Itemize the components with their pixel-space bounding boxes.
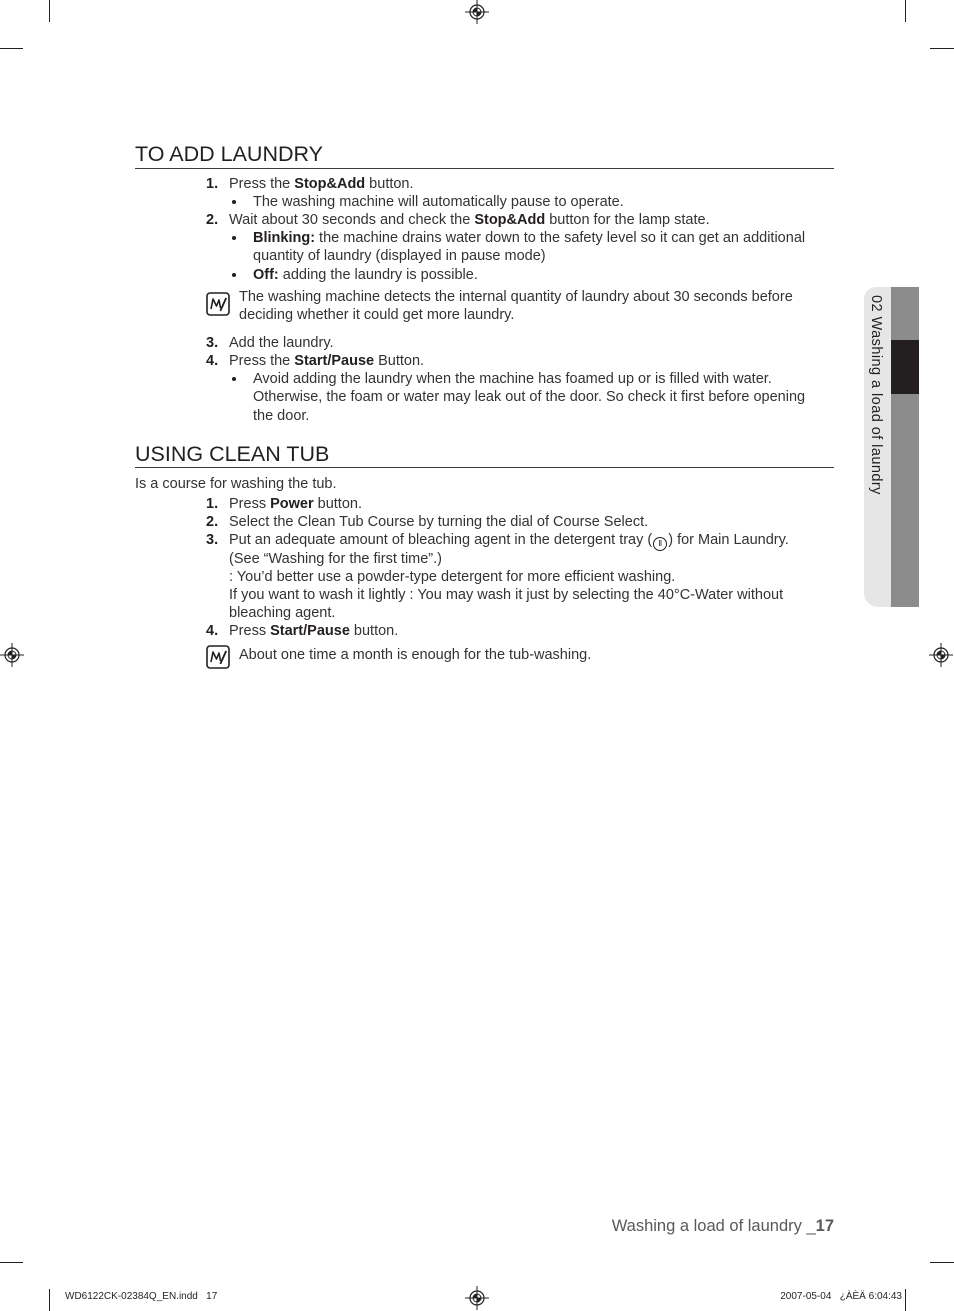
bullet-icon [232, 200, 236, 204]
step-text: Add the laundry. [229, 335, 334, 351]
registration-mark-icon [465, 1286, 489, 1310]
bullet-icon [232, 377, 236, 381]
section-intro: Is a course for washing the tub. [135, 476, 337, 492]
bullet-text: adding the laundry is possible. [278, 267, 478, 283]
crop-mark [0, 48, 23, 49]
crop-mark [905, 1289, 906, 1311]
bullet-text: The washing machine will automatically pause to operate. [253, 194, 624, 210]
crop-mark [0, 1262, 23, 1263]
step-3 [206, 531, 789, 549]
section-divider [135, 467, 834, 468]
print-slug-file: WD6122CK-02384Q_EN.indd 17 [65, 1291, 218, 1302]
bullet-icon [232, 273, 236, 277]
note-icon [206, 292, 230, 316]
step-text: button. [349, 623, 399, 639]
chapter-tab-strip [891, 287, 919, 607]
step-continuation: : You’d better use a powder-type detergent for more efficient washing. [229, 569, 676, 585]
step-number: 2. [206, 212, 219, 228]
note-text: About one time a month is enough for the tub-washing. [239, 647, 592, 663]
bullet-item [253, 193, 624, 211]
step-text: Button. [374, 353, 425, 369]
crop-mark [905, 0, 906, 22]
footer-section-name: Washing a load of laundry _ [611, 1217, 816, 1235]
bullet-item [253, 370, 772, 388]
bullet-label: Blinking: [253, 230, 316, 246]
section-title: USING CLEAN TUB [135, 442, 330, 466]
registration-mark-icon [929, 643, 953, 667]
step-3 [206, 334, 334, 352]
chapter-tab-label: 02 Washing a load of laundry [868, 295, 884, 495]
note-icon [206, 645, 230, 669]
step-text: Press [229, 623, 271, 639]
crop-mark [930, 1262, 954, 1263]
registration-mark-icon [0, 643, 24, 667]
button-name: Stop&Add [474, 212, 546, 228]
page-footer [612, 1216, 834, 1236]
step-text: Press the [229, 176, 295, 192]
crop-mark [49, 1289, 50, 1311]
bullet-item-blinking [253, 229, 805, 247]
note-text: The washing machine detects the internal quantity of laundry about 30 seconds before [239, 289, 793, 305]
step-number: 3. [206, 335, 219, 351]
button-name: Power [270, 496, 314, 512]
bullet-continuation: quantity of laundry (displayed in pause mode) [253, 248, 546, 264]
note-text: deciding whether it could get more laundry. [239, 307, 515, 323]
step-continuation: If you want to wash it lightly : You may wash it just by selecting the 40°C-Water without [229, 587, 784, 603]
step-text: Press the [229, 353, 295, 369]
chapter-tab [864, 287, 919, 607]
detergent-tray-symbol: Ⅱ [653, 537, 667, 551]
bullet-item-off [253, 266, 478, 284]
step-number: 1. [206, 496, 219, 512]
step-1 [206, 495, 362, 513]
chapter-tab-marker [891, 340, 919, 394]
page-number: 17 [815, 1217, 834, 1235]
step-text: Wait about 30 seconds and check the [229, 212, 475, 228]
crop-mark [930, 48, 954, 49]
button-name: Start/Pause [294, 353, 375, 369]
bullet-text: Avoid adding the laundry when the machine has foamed up or is filled with water. [253, 371, 772, 387]
bullet-label: Off: [253, 267, 279, 283]
bullet-icon [232, 236, 236, 240]
step-text: Select the Clean Tub Course by turning the dial of Course Select. [229, 514, 649, 530]
step-number: 2. [206, 514, 219, 530]
print-slug-timestamp: 2007-05-04 ¿ÀÈÄ 6:04:43 [780, 1291, 902, 1302]
step-1 [206, 175, 414, 193]
button-name: Start/Pause [270, 623, 350, 639]
bullet-text: the machine drains water down to the safety level so it can get an additional [315, 230, 806, 246]
step-text: ) for Main Laundry. [668, 532, 789, 548]
section-title: TO ADD LAUNDRY [135, 142, 323, 166]
section-divider [135, 168, 834, 169]
step-text: button for the lamp state. [545, 212, 710, 228]
bullet-continuation: Otherwise, the foam or water may leak out of the door. So check it first before opening [253, 389, 806, 405]
step-text: button. [313, 496, 362, 512]
step-text: Put an adequate amount of bleaching agent in the detergent tray ( [229, 532, 653, 548]
button-name: Stop&Add [294, 176, 366, 192]
crop-mark [49, 0, 50, 22]
step-text: Press [229, 496, 271, 512]
step-number: 3. [206, 532, 219, 548]
step-2 [206, 513, 649, 531]
step-2 [206, 211, 710, 229]
step-4 [206, 352, 425, 370]
step-continuation: bleaching agent. [229, 605, 336, 621]
step-number: 4. [206, 353, 219, 369]
step-number: 4. [206, 623, 219, 639]
step-continuation: (See “Washing for the first time”.) [229, 551, 442, 567]
bullet-continuation: the door. [253, 408, 310, 424]
step-number: 1. [206, 176, 219, 192]
step-4 [206, 622, 399, 640]
step-text: button. [365, 176, 414, 192]
registration-mark-icon [465, 0, 489, 24]
